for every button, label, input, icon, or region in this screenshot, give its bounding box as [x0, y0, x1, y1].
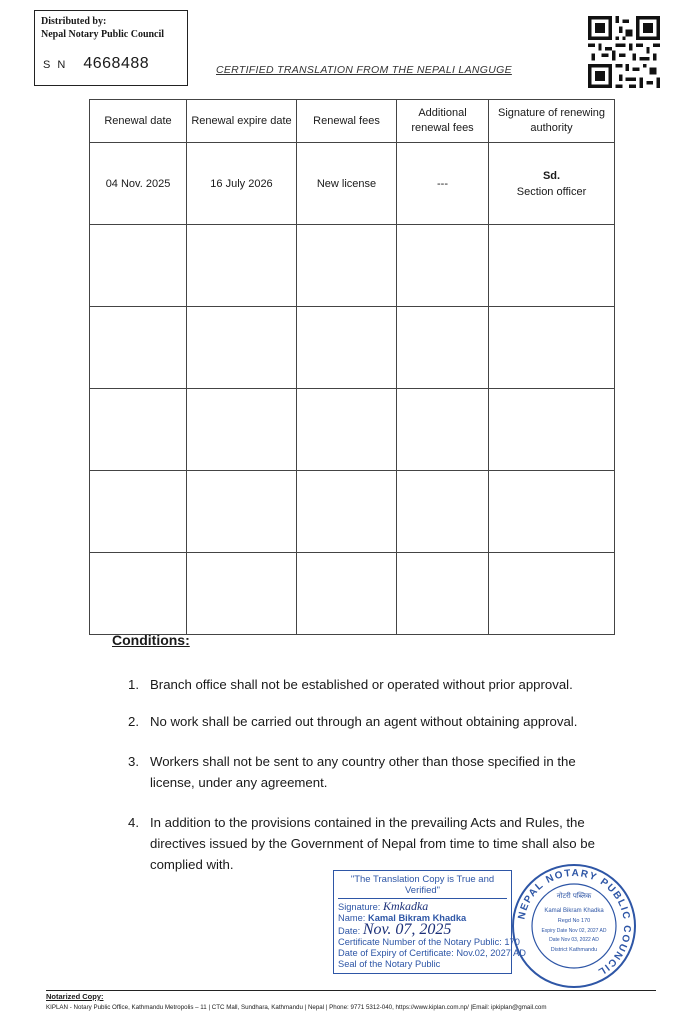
- stamp-date-line: [338, 921, 507, 938]
- distributor-name: Nepal Notary Public Council: [41, 29, 165, 40]
- notary-seal-icon: [510, 862, 638, 990]
- cell-renewal-date: 04 Nov. 2025: [90, 143, 187, 225]
- handwritten-signature: Kmkadka: [382, 899, 429, 913]
- distributor-box: [34, 10, 188, 86]
- stamp-date-label: Date:: [338, 926, 361, 936]
- serial-number-label: S N: [43, 59, 68, 71]
- cell-signature: [489, 143, 615, 225]
- condition-item-1: [128, 674, 608, 695]
- handwritten-date: Nov. 07, 2025: [362, 921, 452, 938]
- serial-number: 4668488: [83, 55, 150, 72]
- condition-text: No work shall be carried out through an agent without obtaining approval.: [150, 714, 578, 729]
- header-signature-authority: Signature of renewing authority: [489, 100, 615, 143]
- signature-authority: Section officer: [516, 185, 587, 198]
- renewal-table: [89, 99, 615, 635]
- header-renewal-expire-date: Renewal expire date: [187, 100, 297, 143]
- stamp-name-value: Kamal Bikram Khadka: [367, 913, 467, 923]
- verification-stamp: [333, 870, 526, 974]
- cell-fees: New license: [297, 143, 397, 225]
- stamp-cert-number: Certificate Number of the Notary Public: 170: [338, 937, 520, 947]
- seal-name: Kamal Bikram Khadka: [544, 908, 604, 914]
- serial-number-row: [43, 55, 149, 73]
- stamp-name-label: Name:: [338, 913, 366, 923]
- seal-expiry: Expiry Date Nov 02, 2027 AD: [541, 928, 607, 934]
- stamp-expiry: Date of Expiry of Certificate: Nov.02, 2027 AD: [338, 948, 526, 958]
- distributor-label: Distributed by:: [41, 16, 107, 27]
- condition-number: 4.: [128, 815, 139, 830]
- seal-regd: Regd No 170: [557, 918, 591, 924]
- table-header-row: [90, 100, 615, 143]
- header-additional-fees: Additional renewal fees: [397, 100, 489, 143]
- seal-date: Date Nov 03, 2022 AD: [549, 937, 599, 943]
- seal-district: District Kathmandu: [550, 947, 598, 953]
- condition-number: 1.: [128, 677, 139, 692]
- condition-text: Branch office shall not be established or operated without prior approval.: [150, 677, 573, 692]
- qr-code-icon: [588, 16, 660, 88]
- stamp-signature-label: Signature:: [338, 902, 381, 912]
- condition-text: In addition to the provisions contained in the prevailing Acts and Rules, the directives issued by the Government of Nepal from time to time shall also be complied with.: [150, 815, 595, 872]
- header-renewal-fees: Renewal fees: [297, 100, 397, 143]
- condition-number: 3.: [128, 754, 139, 769]
- signature-sd: Sd.: [542, 169, 561, 182]
- table-row: [90, 225, 615, 307]
- footer-title: Notarized Copy:: [46, 992, 104, 1001]
- table-row: [90, 471, 615, 553]
- condition-item-2: [128, 711, 608, 732]
- condition-item-3: [128, 751, 608, 793]
- footer-contact: KIPLAN - Notary Public Office, Kathmandu Metropolis – 11 | CTC Mall, Sundhara, Kathmandu | Nepal | Phone: 9771 5312-040, https://www.kiplan.com.np/ |Email: ipkiplan@gmail.com: [46, 1004, 547, 1011]
- stamp-signature-line: [338, 901, 507, 913]
- seal-nepali-text: नोटरी पब्लिक: [556, 892, 592, 900]
- stamp-seal-line: Seal of the Notary Public: [338, 959, 441, 969]
- table-row: [90, 143, 615, 225]
- document-title: CERTIFIED TRANSLATION FROM THE NEPALI LANGUGE: [216, 64, 512, 76]
- footer-divider: [46, 990, 656, 991]
- table-row: [90, 307, 615, 389]
- cell-additional-fees: ---: [397, 143, 489, 225]
- header-renewal-date: Renewal date: [90, 100, 187, 143]
- seal-outer-text: NEPAL NOTARY PUBLIC COUNCIL: [516, 867, 633, 978]
- stamp-heading: "The Translation Copy is True and Verified": [338, 874, 507, 899]
- table-row: [90, 553, 615, 635]
- conditions-heading: Conditions:: [112, 632, 190, 648]
- cell-expire-date: 16 July 2026: [187, 143, 297, 225]
- condition-text: Workers shall not be sent to any country other than those specified in the license, under any agreement.: [150, 754, 576, 790]
- condition-number: 2.: [128, 714, 139, 729]
- table-row: [90, 389, 615, 471]
